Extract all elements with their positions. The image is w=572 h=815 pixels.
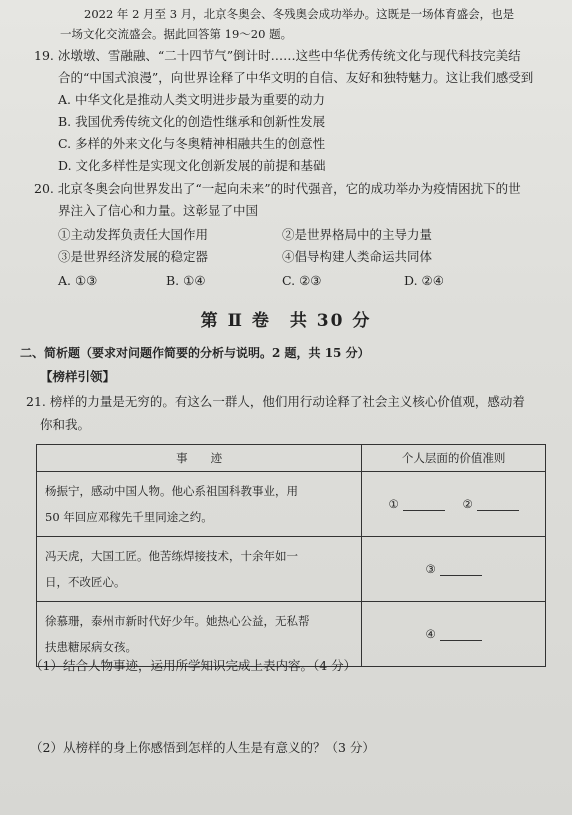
answer-cell xyxy=(362,537,546,602)
deed-text-line: 杨振宁，感动中国人物。他心系祖国科教事业，用 xyxy=(45,484,298,498)
q20-item-1: ①主动发挥负责任大国作用 xyxy=(58,227,209,242)
deed-text-line: 扶患糖尿病女孩。 xyxy=(45,640,137,654)
q21-stem-2: 你和我。 xyxy=(40,417,91,432)
answer-cell xyxy=(362,472,546,537)
q20-choice-a: A. ①③ xyxy=(58,273,98,288)
q21-sub-2: （2）从榜样的身上你感悟到怎样的人生是有意义的？（3 分） xyxy=(30,740,375,755)
q20-choice-d: D. ②④ xyxy=(404,273,444,288)
col-header-values: 个人层面的价值准则 xyxy=(362,445,546,472)
section-tag: 【榜样引领】 xyxy=(40,369,116,384)
answer-blank[interactable] xyxy=(403,497,445,511)
answer-blank[interactable] xyxy=(440,627,482,641)
q20-choice-c: C. ②③ xyxy=(282,273,322,288)
q20-item-3: ③是世界经济发展的稳定器 xyxy=(58,249,209,264)
role-model-table xyxy=(36,444,546,667)
deed-cell xyxy=(37,602,362,667)
intro-line-1: 2022 年 2 月至 3 月，北京冬奥会、冬残奥会成功举办。这既是一场体育盛会，也是 xyxy=(84,7,515,21)
table-row xyxy=(37,472,546,537)
q20-item-2: ②是世界格局中的主导力量 xyxy=(282,227,433,242)
q19-option-c: C. 多样的外来文化与冬奥精神相融共生的创意性 xyxy=(58,136,326,151)
q21-stem-1: 21. 榜样的力量是无穷的。有这么一群人，他们用行动诠释了社会主义核心价值观，感动着 xyxy=(26,394,525,409)
q20-stem-2: 界注入了信心和力量。这彰显了中国 xyxy=(58,203,259,218)
q19-option-b: B. 我国优秀传统文化的创造性继承和创新性发展 xyxy=(58,114,326,129)
deed-text-line: 冯天虎，大国工匠。他苦练焊接技术，十余年如一 xyxy=(45,549,298,563)
q20-stem-1: 20. 北京冬奥会向世界发出了“一起向未来”的时代强音，它的成功举办为疫情困扰下的世 xyxy=(34,181,521,196)
answer-blank[interactable] xyxy=(440,562,482,576)
deed-cell xyxy=(37,537,362,602)
answer-mark: ① xyxy=(388,497,399,511)
table-header-row xyxy=(37,445,546,472)
table-row xyxy=(37,602,546,667)
section-title: 第 Ⅱ 卷 共 30 分 xyxy=(200,311,372,331)
q19-stem-1: 19. 冰墩墩、雪融融、“二十四节气”倒计时……这些中华优秀传统文化与现代科技完美结 xyxy=(34,48,521,63)
col-header-deeds: 事 迹 xyxy=(37,445,362,472)
q20-item-4: ④倡导构建人类命运共同体 xyxy=(282,249,433,264)
answer-mark: ④ xyxy=(425,627,436,641)
deed-text-line: 徐慕珊，泰州市新时代好少年。她热心公益，无私帮 xyxy=(45,614,310,628)
q19-option-d: D. 文化多样性是实现文化创新发展的前提和基础 xyxy=(58,158,326,173)
answer-blank[interactable] xyxy=(477,497,519,511)
table-row xyxy=(37,537,546,602)
answer-mark: ③ xyxy=(425,562,436,576)
answer-cell xyxy=(362,602,546,667)
answer-mark: ② xyxy=(462,497,473,511)
intro-line-2: 一场文化交流盛会。据此回答第 19～20 题。 xyxy=(60,27,293,41)
deed-text-line: 日，不改匠心。 xyxy=(45,575,126,589)
q21-sub-1: （1）结合人物事迹，运用所学知识完成上表内容。（4 分） xyxy=(30,658,357,673)
part2-heading: 二、简析题（要求对问题作简要的分析与说明。2 题，共 15 分） xyxy=(20,346,370,360)
q19-stem-2: 合的“中国式浪漫”，向世界诠释了中华文明的自信、友好和独特魅力。这让我们感受到 xyxy=(58,70,534,85)
q19-option-a: A. 中华文化是推动人类文明进步最为重要的动力 xyxy=(58,92,325,107)
q20-choice-b: B. ①④ xyxy=(166,273,206,288)
deed-cell xyxy=(37,472,362,537)
deed-text-line: 50 年回应邓稼先千里同途之约。 xyxy=(45,510,213,524)
